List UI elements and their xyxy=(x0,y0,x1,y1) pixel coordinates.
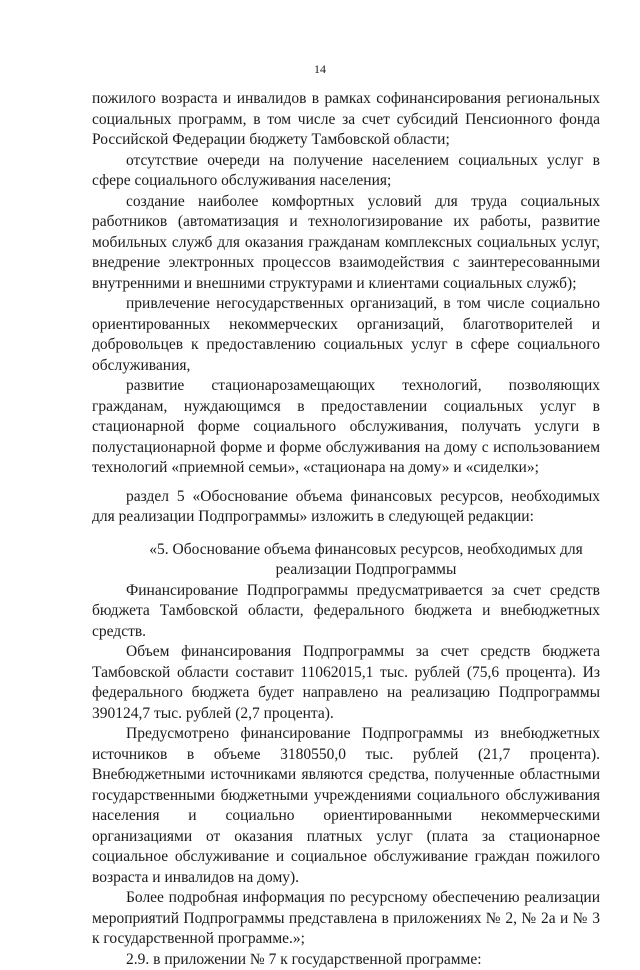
paragraph-more-info: Более подробная информация по ресурсному обеспечению реализации мероприятий Подпрограммы представлена в приложениях № 2, № 2а и № 3 к государственной программе.»; xyxy=(92,888,600,950)
paragraph-2-9: 2.9. в приложении № 7 к государственной программе: xyxy=(92,950,600,970)
page-number: 14 xyxy=(0,62,640,76)
paragraph-replacement-technologies: развитие стационарозамещающих технологий, позволяющих гражданам, нуждающимся в предоставлении социальных услуг в стационарной форме социального обслуживания, получать услуги в полустационарной форме и форме обслуживания на дому с использованием технологий «приемной семьи», «стационара на дому» и «сиделки»; xyxy=(92,376,600,479)
paragraph-working-conditions: создание наиболее комфортных условий для труда социальных работников (автоматизация и технологизирование их работы, развитие мобильных служб для оказания гражданам комплексных социальных услуг, внедрение электронных процессов взаимодействия с заинтересованными внутренними и внешними структурами и клиентами социальных служб); xyxy=(92,192,600,295)
paragraph-non-state-organizations: привлечение негосударственных организаций, в том числе социально ориентированных некоммерческих организаций, благотворителей и добровольцев к предоставлению социальных услуг в сфере социального обслуживания, xyxy=(92,294,600,376)
paragraph-extrabudgetary: Предусмотрено финансирование Подпрограммы из внебюджетных источников в объеме 3180550,0 тыс. рублей (21,7 процента). Внебюджетными источниками являются средства, полученные областными государственными бюджетными учреждениями социального обслуживания населения и социально ориентированными некоммерческими организациями от оказания платных услуг (плата за стационарное социальное обслуживание и социальное обслуживание граждан пожилого возраста и инвалидов на дому). xyxy=(92,724,600,888)
paragraph-financing-volume: Объем финансирования Подпрограммы за счет средств бюджета Тамбовской области составит 11062015,1 тыс. рублей (75,6 процента). Из федерального бюджета будет направлено на реализацию Подпрограммы 390124,7 тыс. рублей (2,7 процента). xyxy=(92,642,600,724)
document-body xyxy=(92,89,600,970)
paragraph-continuation: пожилого возраста и инвалидов в рамках софинансирования региональных социальных программ, в том числе за счет субсидий Пенсионного фонда Российской Федерации бюджету Тамбовской области; xyxy=(92,89,600,151)
paragraph-financing-sources: Финансирование Подпрограммы предусматривается за счет средств бюджета Тамбовской области, федерального бюджета и внебюджетных средств. xyxy=(92,581,600,643)
paragraph-no-queue: отсутствие очереди на получение населением социальных услуг в сфере социального обслуживания населения; xyxy=(92,151,600,192)
paragraph-section-5-amendment: раздел 5 «Обоснование объема финансовых ресурсов, необходимых для реализации Подпрограммы» изложить в следующей редакции: xyxy=(92,487,600,528)
section-5-heading: «5. Обоснование объема финансовых ресурсов, необходимых для реализации Подпрограммы xyxy=(92,540,600,581)
